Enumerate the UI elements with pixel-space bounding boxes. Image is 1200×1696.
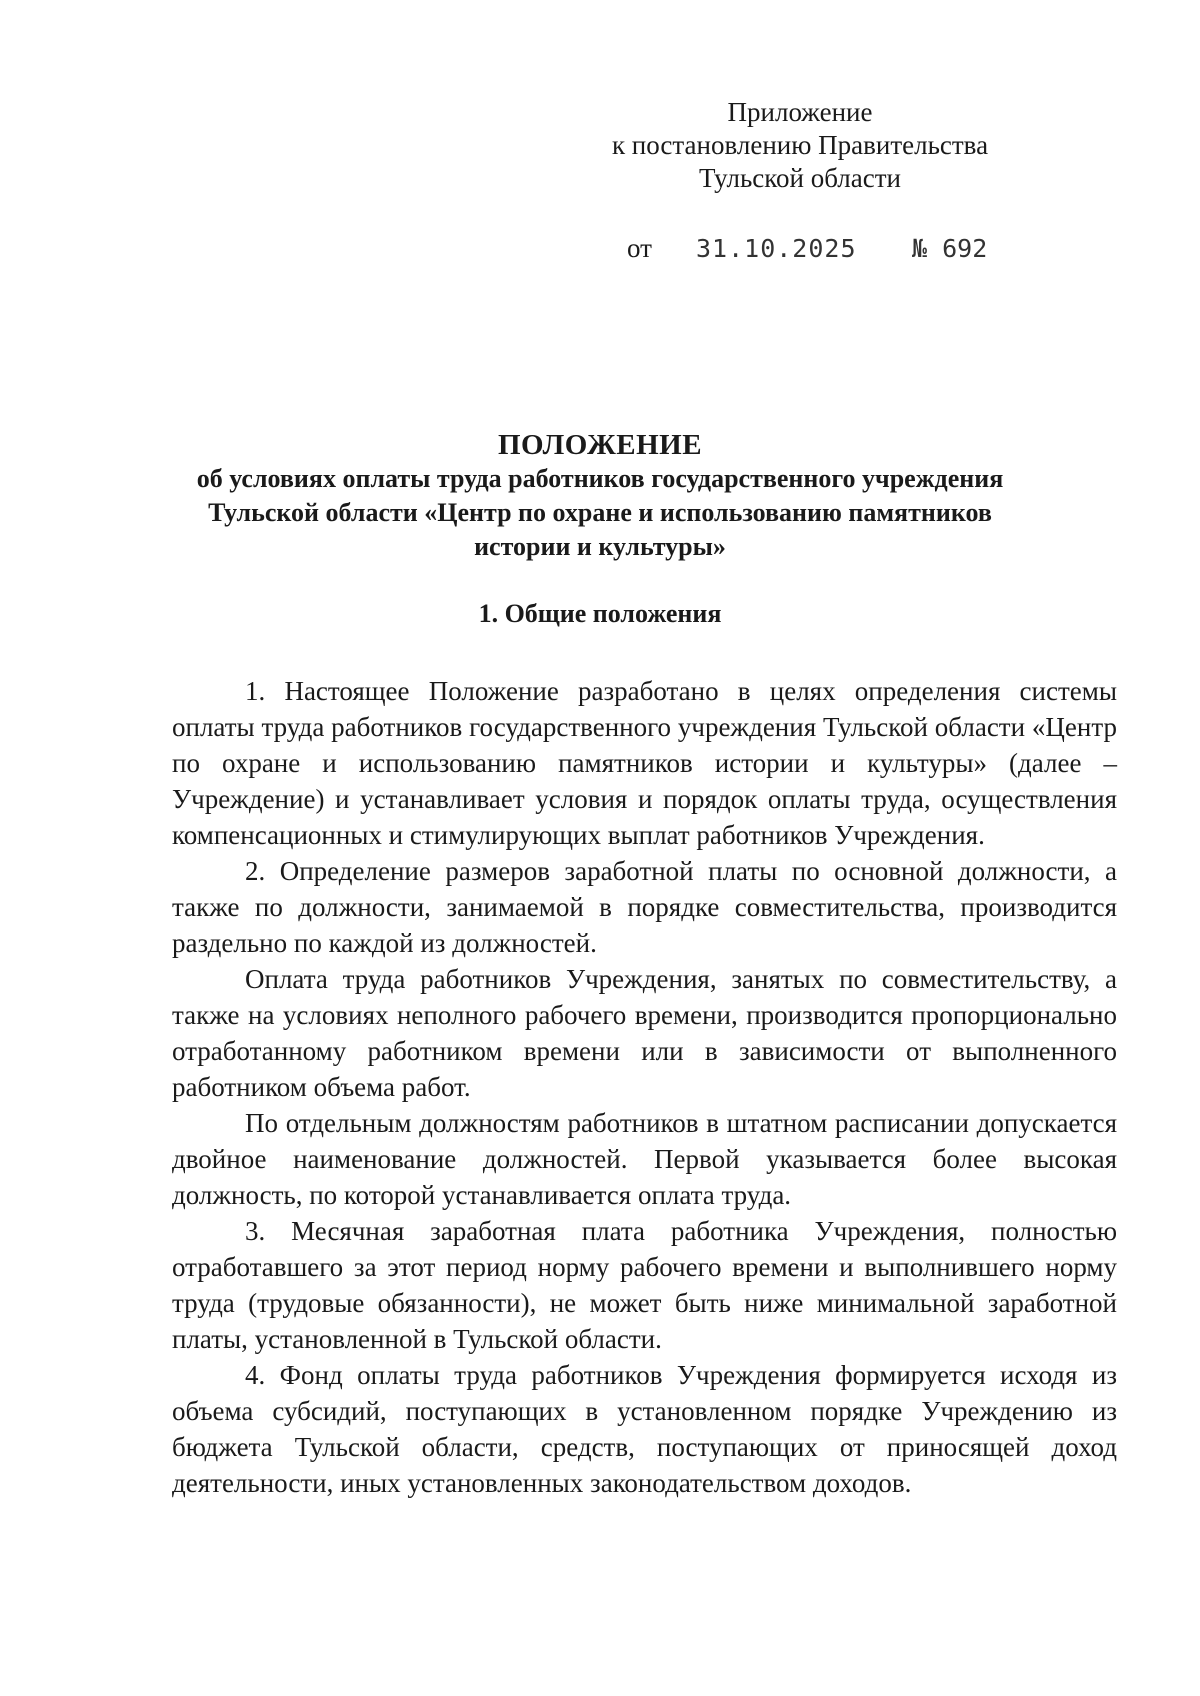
paragraph-1: 1. Настоящее Положение разработано в целях определения системы оплаты труда работников государственного учреждения Тульской области «Центр по охране и использованию памятников истории и культуры» (далее – Учреждение) и устанавливает условия и порядок оплаты труда, осуществления компенсационных и стимулирующих выплат работников Учреждения. <box>172 676 1117 850</box>
paragraph-2: 2. Определение размеров заработной платы по основной должности, а также по должности, занимаемой в порядке совместительства, производится раздельно по каждой из должностей. <box>172 856 1117 958</box>
document-title <box>150 428 1050 564</box>
title-line-3: истории и культуры» <box>474 532 726 561</box>
section-heading: 1. Общие положения <box>478 599 722 628</box>
title-line-2: Тульской области «Центр по охране и использованию памятников <box>208 498 992 527</box>
paragraph-3: Оплата труда работников Учреждения, занятых по совместительству, а также на условиях неполного рабочего времени, производится пропорционально отработанному работником времени или в зависимости от выполненного работником объема работ. <box>172 964 1117 1102</box>
paragraph-6: 4. Фонд оплаты труда работников Учреждения формируется исходя из объема субсидий, поступающих в установленном порядке Учреждению из бюджета Тульской области, средств, поступающих от приносящей доход деятельности, иных установленных законодательством доходов. <box>172 1360 1117 1498</box>
title-main: ПОЛОЖЕНИЕ <box>497 429 703 461</box>
appendix-line-1: Приложение <box>727 97 873 127</box>
resolution-number: № 692 <box>912 234 988 263</box>
appendix-line-2: к постановлению Правительства <box>611 130 989 160</box>
appendix-line-3: Тульской области <box>699 163 901 193</box>
appendix-block <box>560 96 1040 195</box>
paragraph-5: 3. Месячная заработная плата работника Учреждения, полностью отработавшего за этот период норму рабочего времени и выполнившего норму труда (трудовые обязанности), не может быть ниже минимальной заработной платы, установленной в Тульской области. <box>172 1216 1117 1354</box>
title-line-1: об условиях оплаты труда работников государственного учреждения <box>196 464 1004 493</box>
resolution-date: 31.10.2025 <box>696 234 857 263</box>
body-text <box>172 673 1117 1501</box>
date-prefix: от <box>627 233 652 263</box>
paragraph-4: По отдельным должностям работников в штатном расписании допускается двойное наименование должностей. Первой указывается более высокая должность, по которой устанавливается оплата труда. <box>172 1108 1117 1210</box>
